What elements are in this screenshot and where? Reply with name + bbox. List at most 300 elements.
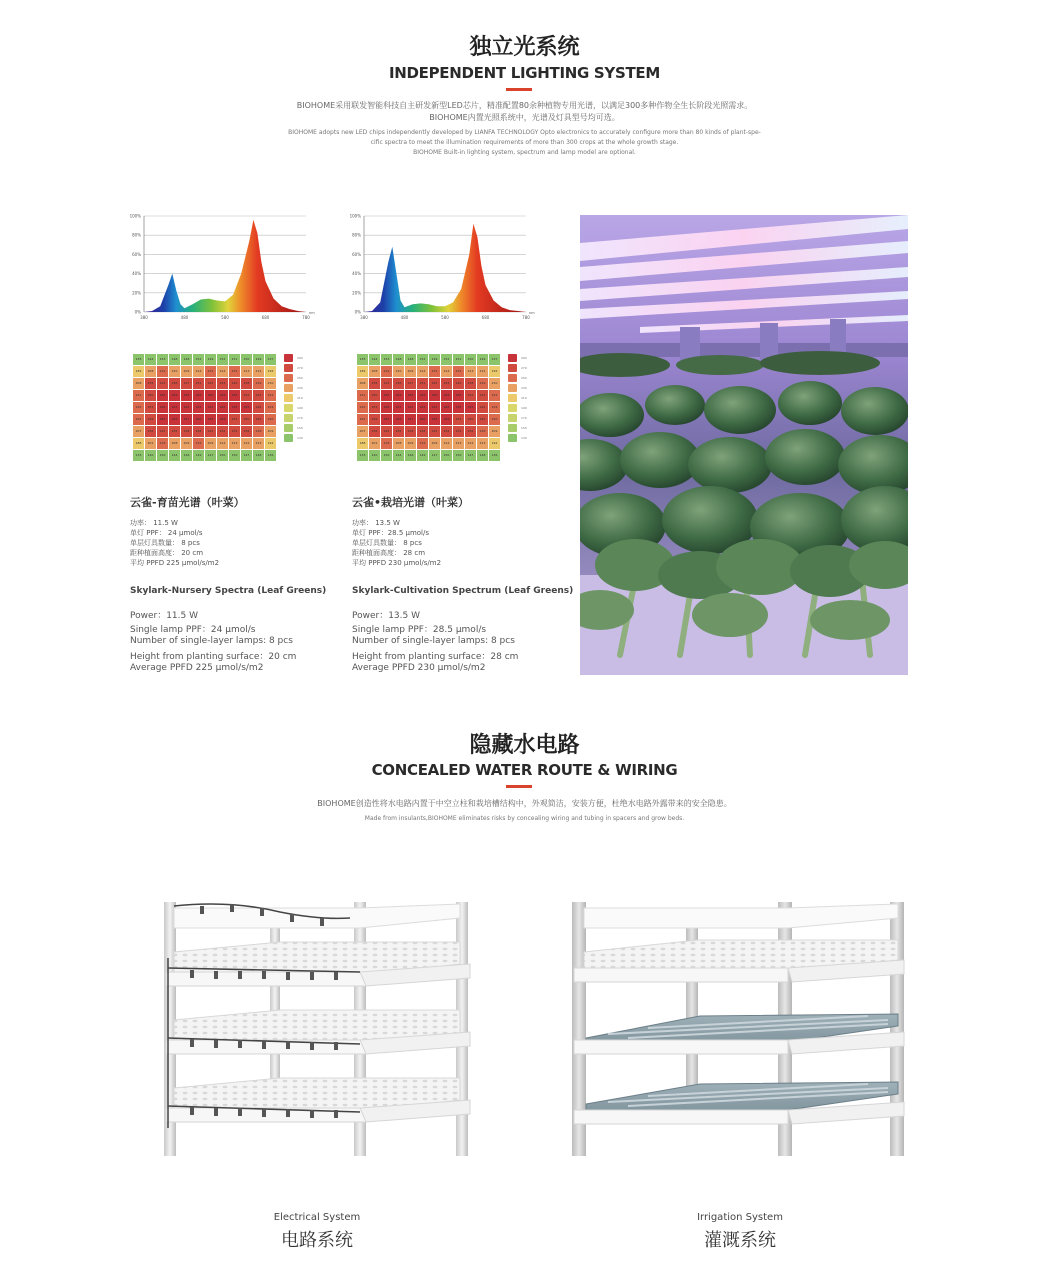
heatmap-cell: 260 xyxy=(193,414,204,425)
heatmap-cell: 208 xyxy=(169,438,180,449)
heatmap-cell: 133 xyxy=(133,450,144,461)
heatmap-cell: 209 xyxy=(181,438,192,449)
heatmap-cell: 240 xyxy=(253,414,264,425)
heatmap-cell: 144 xyxy=(169,450,180,461)
spec-left-cn-line: 平均 PPFD 225 μmol/s/m2 xyxy=(130,559,220,567)
heatmap-cell: 265 xyxy=(417,402,428,413)
heatmap-cell: 147 xyxy=(465,450,476,461)
heatmap-cell: 240 xyxy=(229,378,240,389)
heatmap-cell: 256 xyxy=(217,414,228,425)
section2-desc-cn: BIOHOME创造性将水电路内置于中空立柱和栽培槽结构中，外观简洁，安装方便，杜绝水电路外露带来的安全隐患。 xyxy=(317,799,732,808)
legend-label: 230 xyxy=(297,386,303,390)
heatmap-cell: 188 xyxy=(357,438,368,449)
x-tick-label: 680 xyxy=(261,315,270,320)
heatmap-cell: 264 xyxy=(169,390,180,401)
heatmap-cell: 222 xyxy=(265,390,276,401)
legend-swatch xyxy=(508,434,517,442)
caption-irrigation-en: Irrigation System xyxy=(697,1212,783,1223)
heatmap-cell: 263 xyxy=(381,414,392,425)
heatmap-cell: 148 xyxy=(181,354,192,365)
heatmap-cell: 236 xyxy=(465,426,476,437)
legend-label: 290 xyxy=(297,356,303,360)
spec-left-cn-title: 云雀-育苗光谱（叶菜） xyxy=(130,496,245,509)
spec-right-cn-title: 云雀•栽培光谱（叶菜） xyxy=(352,496,470,509)
heatmap-cell: 258 xyxy=(217,390,228,401)
y-tick-label: 60% xyxy=(352,251,361,257)
legend-swatch xyxy=(508,404,517,412)
heatmap-cell: 244 xyxy=(157,426,168,437)
heatmap-cell: 250 xyxy=(369,390,380,401)
heatmap-cell: 221 xyxy=(357,390,368,401)
legend-label: 250 xyxy=(297,376,303,380)
heatmap-cell: 244 xyxy=(381,426,392,437)
heatmap-cell: 260 xyxy=(429,390,440,401)
heatmap-cell: 246 xyxy=(477,402,488,413)
heatmap-cell: 262 xyxy=(393,414,404,425)
heatmap-cell: 262 xyxy=(181,402,192,413)
heatmap-cell: 260 xyxy=(217,402,228,413)
heatmap-cell: 229 xyxy=(477,378,488,389)
legend-label: 210 xyxy=(521,396,527,400)
y-tick-label: 80% xyxy=(132,232,141,238)
spec-right-en-line: Average PPFD 230 μmol/s/m2 xyxy=(352,663,486,673)
y-tick-label: 0% xyxy=(354,309,361,315)
heatmap-cell: 238 xyxy=(465,378,476,389)
heatmap-cell: 221 xyxy=(133,390,144,401)
heatmap-cell: 262 xyxy=(169,414,180,425)
heatmap-cell: 242 xyxy=(441,426,452,437)
heatmap-cell: 150 xyxy=(217,450,228,461)
heatmap-cell: 243 xyxy=(477,390,488,401)
heatmap-cell: 265 xyxy=(381,390,392,401)
heatmap-cell: 210 xyxy=(489,378,500,389)
heatmap-cell: 225 xyxy=(133,402,144,413)
legend-label: 190 xyxy=(297,406,303,410)
heatmap-cell: 229 xyxy=(253,378,264,389)
heatmap-cell: 188 xyxy=(133,438,144,449)
heatmap-cell: 245 xyxy=(169,426,180,437)
heatmap-cell: 152 xyxy=(441,354,452,365)
heatmap-cell: 246 xyxy=(393,378,404,389)
heatmap-cell: 268 xyxy=(381,402,392,413)
y-tick-label: 20% xyxy=(352,290,361,296)
heatmap-cell: 195 xyxy=(489,366,500,377)
heatmap-cell: 209 xyxy=(205,438,216,449)
heatmap-cell: 148 xyxy=(253,450,264,461)
section1-desc-cn-2: BIOHOME内置光照系统中，光谱及灯具型号均可选。 xyxy=(429,113,620,122)
heatmap-cell: 213 xyxy=(229,438,240,449)
heatmap-cell: 146 xyxy=(405,450,416,461)
heatmap-cell: 262 xyxy=(417,390,428,401)
heatmap-cell: 258 xyxy=(405,390,416,401)
spectrum-chart-nursery xyxy=(122,208,322,324)
heatmap-cell: 220 xyxy=(265,414,276,425)
heatmap-cell: 260 xyxy=(205,390,216,401)
section1-desc-en-2: cific spectra to meet the illumination requirements of more than 300 crops at the whole growth stage. xyxy=(370,139,679,146)
heatmap-cell: 236 xyxy=(241,426,252,437)
electrical-rack-image xyxy=(160,898,480,1165)
heatmap-cell: 147 xyxy=(205,450,216,461)
x-tick-label: 580 xyxy=(441,315,449,320)
spectrum-area xyxy=(144,220,306,312)
heatmap-cell: 140 xyxy=(145,450,156,461)
heatmap-cell: 253 xyxy=(145,402,156,413)
legend-swatch xyxy=(508,414,517,422)
legend-swatch xyxy=(284,394,293,402)
heatmap-cell: 246 xyxy=(169,378,180,389)
spec-left-en-line: Number of single-layer lamps: 8 pcs xyxy=(130,636,293,646)
heatmap-cell: 236 xyxy=(369,426,380,437)
heatmap-cell: 215 xyxy=(453,366,464,377)
heatmap-cell: 213 xyxy=(465,366,476,377)
section1-title-cn: 独立光系统 xyxy=(469,35,580,60)
heatmap-cell: 243 xyxy=(381,378,392,389)
x-tick-label: 580 xyxy=(221,315,229,320)
irrigation-rack-image xyxy=(568,898,908,1165)
section1-title-en: INDEPENDENT LIGHTING SYSTEM xyxy=(388,64,660,82)
heatmap-cell: 150 xyxy=(241,354,252,365)
heatmap-cell: 244 xyxy=(429,426,440,437)
legend-label: 150 xyxy=(297,426,303,430)
heatmap-cell: 150 xyxy=(465,354,476,365)
heatmap-cell: 257 xyxy=(181,414,192,425)
heatmap-cell: 222 xyxy=(133,414,144,425)
heatmap-cell: 212 xyxy=(241,438,252,449)
legend-swatch xyxy=(284,414,293,422)
spec-right-cn-line: 平均 PPFD 230 μmol/s/m2 xyxy=(352,559,442,567)
heatmap-cell: 192 xyxy=(489,438,500,449)
heatmap-cell: 209 xyxy=(405,438,416,449)
heatmap-cell: 210 xyxy=(393,366,404,377)
spec-right-en-line: Single lamp PPF：28.5 μmol/s xyxy=(352,625,487,635)
section2-divider xyxy=(506,785,532,788)
heatmap-cell: 209 xyxy=(429,438,440,449)
y-tick-label: 20% xyxy=(132,290,141,296)
legend-label: 230 xyxy=(521,386,527,390)
heatmap-cell: 135 xyxy=(133,354,144,365)
heatmap-cell: 149 xyxy=(477,354,488,365)
spec-left-cn-line: 功率： 11.5 W xyxy=(130,519,178,527)
heatmap-cell: 237 xyxy=(405,378,416,389)
heatmap-cell: 146 xyxy=(181,450,192,461)
heatmap-cell: 212 xyxy=(465,438,476,449)
heatmap-cell: 245 xyxy=(429,378,440,389)
heatmap-cell: 215 xyxy=(205,366,216,377)
spec-right-en-line: Power：13.5 W xyxy=(352,611,421,621)
heatmap-cell: 214 xyxy=(417,366,428,377)
heatmap-cell: 252 xyxy=(241,390,252,401)
heatmap-cell: 189 xyxy=(133,366,144,377)
heatmap-cell: 252 xyxy=(465,390,476,401)
heatmap-cell: 251 xyxy=(417,378,428,389)
heatmap-cell: 208 xyxy=(133,378,144,389)
x-tick-label: 480 xyxy=(180,315,189,320)
heatmap-cell: 218 xyxy=(381,438,392,449)
heatmap-cell: 219 xyxy=(381,366,392,377)
spectrum-area xyxy=(364,224,526,312)
heatmap-cell: 239 xyxy=(229,426,240,437)
heatmap-cell: 212 xyxy=(253,366,264,377)
heatmap-cell: 152 xyxy=(217,354,228,365)
heatmap-cell: 144 xyxy=(369,354,380,365)
heatmap-cell: 213 xyxy=(253,438,264,449)
heatmap-cell: 256 xyxy=(241,402,252,413)
heatmap-cell: 152 xyxy=(193,354,204,365)
heatmap-cell: 268 xyxy=(157,402,168,413)
heatmap-cell: 236 xyxy=(145,426,156,437)
heatmap-cell: 260 xyxy=(417,414,428,425)
heatmap-cell: 209 xyxy=(405,366,416,377)
spec-left-cn-line: 单层灯具数量： 8 pcs xyxy=(130,539,200,547)
heatmap-cell: 240 xyxy=(477,414,488,425)
heatmap-cell: 195 xyxy=(265,366,276,377)
legend-swatch xyxy=(284,424,293,432)
ppfd-heatmap-nursery xyxy=(133,354,276,461)
section1-divider xyxy=(506,88,532,91)
heatmap-cell: 214 xyxy=(193,366,204,377)
spec-left-en-line: Power：11.5 W xyxy=(130,611,199,621)
heatmap-cell: 209 xyxy=(181,366,192,377)
spec-right-cn-line: 距种植面高度： 28 cm xyxy=(352,549,426,557)
spec-left-cn-line: 单灯 PPF： 24 μmol/s xyxy=(130,529,203,537)
heatmap-legend-labels-nursery xyxy=(297,354,303,442)
heatmap-cell: 253 xyxy=(453,414,464,425)
spec-left-en-line: Average PPFD 225 μmol/s/m2 xyxy=(130,663,264,673)
heatmap-cell: 245 xyxy=(393,426,404,437)
legend-label: 250 xyxy=(521,376,527,380)
heatmap-cell: 256 xyxy=(465,402,476,413)
heatmap-cell: 257 xyxy=(405,414,416,425)
heatmap-cell: 209 xyxy=(265,426,276,437)
heatmap-cell: 149 xyxy=(205,354,216,365)
heatmap-cell: 265 xyxy=(157,390,168,401)
spec-right-cn-line: 功率： 13.5 W xyxy=(352,519,400,527)
heatmap-cell: 147 xyxy=(241,450,252,461)
legend-swatch xyxy=(284,364,293,372)
legend-swatch xyxy=(508,394,517,402)
heatmap-cell: 265 xyxy=(193,402,204,413)
heatmap-cell: 149 xyxy=(193,450,204,461)
legend-label: 150 xyxy=(521,426,527,430)
heatmap-cell: 248 xyxy=(417,426,428,437)
legend-swatch xyxy=(284,354,293,362)
spec-left-cn-line: 距种植面高度： 20 cm xyxy=(130,549,204,557)
heatmap-cell: 258 xyxy=(453,402,464,413)
legend-swatch xyxy=(284,384,293,392)
x-unit-label: nm xyxy=(309,311,315,315)
heatmap-cell: 208 xyxy=(357,378,368,389)
heatmap-cell: 262 xyxy=(405,402,416,413)
heatmap-cell: 149 xyxy=(429,354,440,365)
y-tick-label: 100% xyxy=(129,213,141,219)
x-tick-label: 380 xyxy=(360,315,368,320)
heatmap-cell: 153 xyxy=(381,354,392,365)
heatmap-cell: 213 xyxy=(241,366,252,377)
legend-label: 270 xyxy=(297,366,303,370)
spectrum-chart-cultivation xyxy=(342,208,542,324)
legend-swatch xyxy=(284,404,293,412)
heatmap-cell: 263 xyxy=(157,414,168,425)
heatmap-cell: 149 xyxy=(417,450,428,461)
x-tick-label: 780 xyxy=(522,315,530,320)
heatmap-legend-nursery xyxy=(284,354,293,442)
x-unit-label: nm xyxy=(529,311,535,315)
heatmap-legend-labels-cultivation xyxy=(521,354,527,442)
heatmap-cell: 260 xyxy=(441,402,452,413)
heatmap-cell: 228 xyxy=(477,426,488,437)
section2-title-en: CONCEALED WATER ROUTE & WIRING xyxy=(371,761,678,779)
legend-label: 190 xyxy=(521,406,527,410)
heatmap-cell: 222 xyxy=(357,414,368,425)
spectrum-chart-nursery-svg xyxy=(122,208,322,324)
heatmap-cell: 214 xyxy=(217,438,228,449)
legend-swatch xyxy=(508,364,517,372)
legend-label: 170 xyxy=(521,416,527,420)
legend-label: 170 xyxy=(297,416,303,420)
heatmap-cell: 140 xyxy=(369,450,380,461)
heatmap-cell: 228 xyxy=(253,426,264,437)
heatmap-cell: 267 xyxy=(169,402,180,413)
heatmap-cell: 209 xyxy=(489,426,500,437)
heatmap-cell: 258 xyxy=(229,402,240,413)
heatmap-cell: 214 xyxy=(441,366,452,377)
heatmap-cell: 250 xyxy=(145,390,156,401)
heatmap-cell: 239 xyxy=(453,426,464,437)
heatmap-cell: 201 xyxy=(145,438,156,449)
heatmap-cell: 250 xyxy=(465,414,476,425)
heatmap-cell: 144 xyxy=(393,450,404,461)
heatmap-cell: 201 xyxy=(369,438,380,449)
heatmap-cell: 243 xyxy=(253,390,264,401)
heatmap-cell: 238 xyxy=(405,426,416,437)
caption-electrical-en: Electrical System xyxy=(273,1212,361,1223)
y-tick-label: 0% xyxy=(134,309,141,315)
legend-swatch xyxy=(508,354,517,362)
heatmap-cell: 256 xyxy=(229,390,240,401)
heatmap-cell: 235 xyxy=(369,378,380,389)
heatmap-cell: 150 xyxy=(441,450,452,461)
heatmap-cell: 148 xyxy=(405,354,416,365)
heatmap-legend-cultivation xyxy=(508,354,517,442)
heatmap-cell: 263 xyxy=(205,402,216,413)
y-tick-label: 100% xyxy=(349,213,361,219)
spec-right-cn-line: 单层灯具数量： 8 pcs xyxy=(352,539,422,547)
spec-right-en-title: Skylark-Cultivation Spectrum (Leaf Greens) xyxy=(352,586,574,596)
legend-label: 290 xyxy=(521,356,527,360)
caption-irrigation-cn: 灌溉系统 xyxy=(704,1230,776,1251)
heatmap-cell: 218 xyxy=(157,438,168,449)
heatmap-cell: 189 xyxy=(357,366,368,377)
heatmap-cell: 149 xyxy=(253,354,264,365)
heatmap-cell: 208 xyxy=(393,438,404,449)
heatmap-cell: 208 xyxy=(369,366,380,377)
heatmap-cell: 219 xyxy=(157,366,168,377)
heatmap-cell: 222 xyxy=(489,390,500,401)
heatmap-cell: 147 xyxy=(429,450,440,461)
legend-swatch xyxy=(508,384,517,392)
heatmap-cell: 215 xyxy=(429,366,440,377)
heatmap-cell: 249 xyxy=(145,414,156,425)
legend-swatch xyxy=(508,374,517,382)
heatmap-cell: 215 xyxy=(229,366,240,377)
spec-right-en-line: Number of single-layer lamps: 8 pcs xyxy=(352,636,515,646)
y-tick-label: 80% xyxy=(352,232,361,238)
spec-right-cn-line: 单灯 PPF：28.5 μmol/s xyxy=(352,529,430,537)
section2-desc-en: Made from insulants,BIOHOME eliminates risks by concealing wiring and tubing in spacers and grow beds. xyxy=(364,815,685,822)
heatmap-cell: 238 xyxy=(181,426,192,437)
heatmap-cell: 262 xyxy=(193,390,204,401)
heatmap-cell: 267 xyxy=(393,402,404,413)
heatmap-cell: 253 xyxy=(369,402,380,413)
legend-swatch xyxy=(508,424,517,432)
section1-desc-en-3: BIOHOME Built-in lighting system, spectrum and lamp model are optional. xyxy=(413,149,636,156)
heatmap-cell: 150 xyxy=(453,450,464,461)
heatmap-cell: 235 xyxy=(145,378,156,389)
heatmap-cell: 150 xyxy=(157,450,168,461)
heatmap-cell: 208 xyxy=(145,366,156,377)
y-tick-label: 60% xyxy=(132,251,141,257)
heatmap-cell: 207 xyxy=(133,426,144,437)
heatmap-cell: 148 xyxy=(169,354,180,365)
heatmap-cell: 256 xyxy=(453,390,464,401)
heatmap-cell: 237 xyxy=(181,378,192,389)
heatmap-cell: 152 xyxy=(417,354,428,365)
spec-left-en-line: Single lamp PPF：24 μmol/s xyxy=(130,625,256,635)
heatmap-cell: 148 xyxy=(477,450,488,461)
heatmap-cell: 264 xyxy=(393,390,404,401)
heatmap-cell: 224 xyxy=(265,402,276,413)
heatmap-cell: 151 xyxy=(453,354,464,365)
heatmap-cell: 258 xyxy=(181,390,192,401)
spec-left-en-title: Skylark-Nursery Spectra (Leaf Greens) xyxy=(130,586,327,596)
heatmap-cell: 137 xyxy=(489,354,500,365)
y-tick-label: 40% xyxy=(352,271,361,277)
heatmap-cell: 136 xyxy=(489,450,500,461)
heatmap-cell: 250 xyxy=(241,414,252,425)
heatmap-cell: 225 xyxy=(357,402,368,413)
heatmap-cell: 253 xyxy=(229,414,240,425)
heatmap-cell: 256 xyxy=(441,414,452,425)
heatmap-cell: 210 xyxy=(169,366,180,377)
heatmap-cell: 258 xyxy=(441,390,452,401)
heatmap-cell: 150 xyxy=(381,450,392,461)
caption-electrical-cn: 电路系统 xyxy=(281,1230,353,1251)
y-tick-label: 40% xyxy=(132,271,141,277)
heatmap-cell: 213 xyxy=(453,438,464,449)
heatmap-cell: 137 xyxy=(265,354,276,365)
heatmap-cell: 212 xyxy=(477,366,488,377)
heatmap-cell: 153 xyxy=(157,354,168,365)
heatmap-cell: 151 xyxy=(229,354,240,365)
heatmap-cell: 258 xyxy=(429,414,440,425)
heatmap-cell: 242 xyxy=(217,426,228,437)
heatmap-cell: 245 xyxy=(205,378,216,389)
heatmap-cell: 263 xyxy=(429,402,440,413)
heatmap-cell: 248 xyxy=(193,426,204,437)
legend-swatch xyxy=(284,434,293,442)
x-tick-label: 480 xyxy=(400,315,409,320)
heatmap-cell: 244 xyxy=(205,426,216,437)
heatmap-cell: 243 xyxy=(157,378,168,389)
heatmap-cell: 214 xyxy=(441,438,452,449)
heatmap-cell: 135 xyxy=(357,354,368,365)
heatmap-cell: 207 xyxy=(357,426,368,437)
heatmap-cell: 215 xyxy=(417,438,428,449)
heatmap-cell: 215 xyxy=(193,438,204,449)
section1-desc-cn-1: BIOHOME采用联发智能科技自主研发新型LED芯片，精准配置80余种植物专用光谱，以满足300多种作物全生长阶段光照需求。 xyxy=(296,101,753,110)
heatmap-cell: 243 xyxy=(441,378,452,389)
heatmap-cell: 136 xyxy=(265,450,276,461)
